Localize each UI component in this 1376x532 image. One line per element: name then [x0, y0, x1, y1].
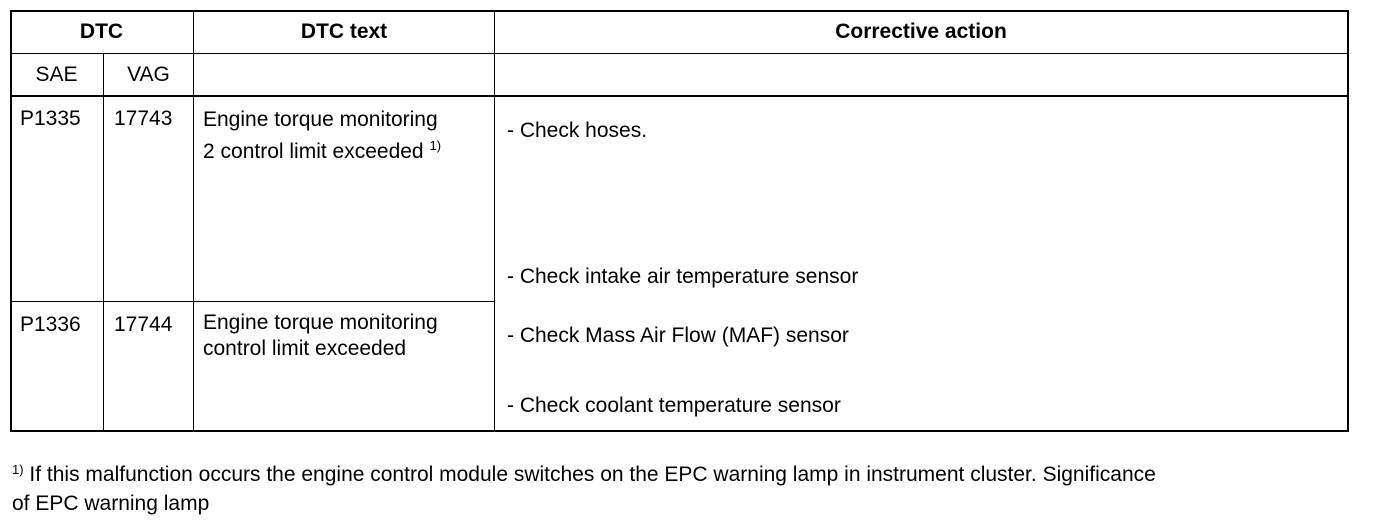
row-divider: [10, 301, 495, 302]
header-dtc-text: DTC text: [300, 20, 388, 43]
action-check-hoses: - Check hoses.: [507, 119, 648, 142]
action-check-intake-air-temp: - Check intake air temperature sensor: [507, 265, 859, 288]
footnote-ref: 1): [429, 138, 442, 153]
row2-dtc-text: [203, 310, 438, 362]
col-divider-text-action: [494, 10, 495, 431]
table-border-right: [1347, 10, 1349, 431]
header-divider: [10, 53, 1349, 54]
row2-vag: 17744: [114, 313, 173, 336]
footnote-marker: 1): [12, 462, 24, 477]
row2-sae: P1336: [20, 313, 81, 336]
dtc-table: [10, 10, 1349, 431]
header-bottom-divider: [10, 95, 1349, 97]
row2-text-line1: Engine torque monitoring: [203, 311, 438, 334]
action-check-coolant-temp: - Check coolant temperature sensor: [507, 394, 841, 417]
header-dtc: DTC: [79, 20, 124, 43]
row1-dtc-text: [203, 104, 441, 168]
row2-text-line2: control limit exceeded: [203, 337, 407, 360]
row1-vag: 17743: [114, 107, 173, 130]
footnote-line1: $^{1)}$ If this malfunction occurs the engine control module switches on the EPC warning lamp in instrument cluster. Significance: [12, 462, 1156, 486]
footnote: [12, 460, 1352, 518]
header-vag: VAG: [127, 63, 170, 86]
row1-sae: P1335: [20, 107, 81, 130]
header-corrective-action: Corrective action: [835, 20, 1007, 43]
action-check-maf: - Check Mass Air Flow (MAF) sensor: [507, 324, 849, 347]
header-sae: SAE: [35, 63, 78, 86]
col-divider-sae-vag: [103, 53, 104, 431]
col-divider-vag-text: [193, 10, 194, 431]
footnote-line2: of EPC warning lamp: [12, 492, 210, 515]
row1-text-line1: Engine torque monitoring: [203, 108, 438, 131]
row1-text-line2: 2 control limit exceeded $^{1)}$: [203, 138, 442, 163]
table-border-bottom: [10, 430, 1349, 432]
table-border-top: [10, 10, 1349, 12]
